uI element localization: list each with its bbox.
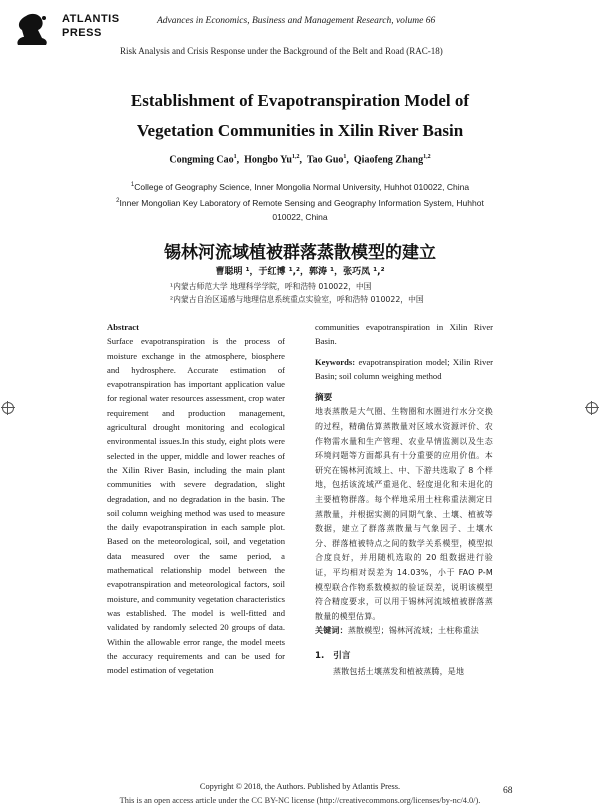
affiliation-text: College of Geography Science, Inner Mongolia Normal University, Huhhot 010022, China bbox=[134, 181, 470, 192]
author-name: Hongbo Yu bbox=[244, 154, 292, 166]
section-heading-intro bbox=[315, 649, 493, 663]
abstract-column bbox=[107, 320, 285, 677]
footer-license: This is an open access article under the CC BY-NC license (http://creativecommons.org/licenses/by-nc/4.0/). bbox=[119, 796, 481, 805]
section-number: 1. bbox=[315, 650, 325, 661]
keywords-text: evapotranspiration model; Xilin River Basin; soil column weighing method bbox=[315, 356, 493, 381]
footer-copyright: Copyright © 2018, the Authors. Published by Atlantis Press. bbox=[199, 782, 401, 791]
abstract-continued: communities evapotranspiration in Xilin River Basin. bbox=[315, 322, 493, 347]
keywords-label: Keywords: bbox=[315, 356, 356, 367]
zh-affiliation-2: ²内蒙古自治区遥感与地理信息系统重点实验室，呼和浩特 010022，中国 bbox=[170, 295, 424, 304]
author-sup: 1,2 bbox=[291, 154, 300, 160]
affiliation-1 bbox=[100, 178, 500, 194]
zh-keywords bbox=[315, 624, 493, 639]
author-sup: 1 bbox=[343, 154, 347, 160]
author-sup: 1,2 bbox=[423, 154, 431, 160]
keywords bbox=[315, 355, 493, 384]
author-name: Tao Guo bbox=[306, 154, 344, 166]
abstract-text: Surface evapotranspiration is the process of moisture exchange in the atmosphere, biosphere and hydrosphere. Accurate estimation of evapotranspiration has important application value for regional water resources assessment, crop water requirement and production management, agricultural drought monitoring and ecological environmental issues.In this study, eight plots were selected in the upper, middle and lower reaches of the Xilin River Basin, including the main plant communities with severe degradation, slight degradation, and no degradation in the basin. The soil column weighing method was used to measure the daily evapotranspiration in each sample plot. Based on the meteorological, soil, and vegetation data measured over the same period, a mathematical relationship model between the evapotranspiration and meteorological factors, soil moisture, and community vegetation characteristics was established. The model is well-fitted and validated by randomly selected 20 groups of data. Within the allowable error range, the model meets the accuracy requirements and can be used for model estimation of vegetation bbox=[107, 336, 285, 676]
page-number: 68 bbox=[503, 786, 513, 796]
publisher-name: ATLANTIS PRESS bbox=[62, 13, 120, 39]
registration-mark-right bbox=[586, 402, 598, 414]
affiliation-2 bbox=[100, 194, 500, 224]
zh-keywords-label: 关键词： bbox=[315, 626, 348, 636]
zh-keywords-text: 蒸散模型；锡林河流域；土柱称重法 bbox=[347, 626, 480, 636]
publisher-logo bbox=[8, 10, 126, 50]
thinker-icon bbox=[8, 10, 58, 50]
journal-name: Advances in Economics, Business and Management Research, volume 66 bbox=[157, 16, 436, 26]
zh-author-list: 曹聪明 ¹，于红博 ¹,²，郭涛 ¹，张巧凤 ¹,² bbox=[215, 267, 385, 277]
author-name: Qiaofeng Zhang bbox=[353, 154, 424, 166]
author-sup: 1 bbox=[233, 154, 237, 160]
author-list: Congming Cao$^1$, Hongbo Yu$^{1,2}$, Tao Guo$^1$, Qiaofeng Zhang$^{1,2}$ bbox=[169, 154, 431, 166]
registration-mark-left bbox=[2, 402, 14, 414]
author-name: Congming Cao bbox=[169, 154, 234, 166]
affiliation-sup: 1 bbox=[130, 182, 135, 188]
affiliation-sup: 2 bbox=[116, 197, 120, 204]
zh-abstract-text: 地表蒸散是大气圈、生物圈和水圈进行水分交换的过程，精确估算蒸散量对区域水资源评价、农作物需水量和生产管理、农业旱情监测以及生态环境问题等方面都具有十分重要的应用价值。本研究在锡林河流域上、中、下游共选取了 8 个样地，包括该流域严重退化、轻度退化和未退化的主要植物群落。每个样地采用土柱称重法测定日蒸散量，并根据实测的同期气象、土壤、植被等数据，建立了群落蒸散量与气象因子、土壤水分、群落植被特点之间的数学关系模型，模型拟合度良好，并用随机选取的 20 组数据进行验证，平均相对误差为 14.03%，小于 FAO P-M 模型联合作物系数模拟的验证误差，说明该模型符合精度要求，可以用于锡林河流域植被群落蒸散量的模型估算。 bbox=[315, 407, 493, 621]
zh-affiliation-1: ¹内蒙古师范大学 地理科学学院，呼和浩特 010022，中国 bbox=[170, 282, 372, 291]
right-column bbox=[315, 320, 493, 680]
section-title: 引言 bbox=[333, 650, 351, 661]
proceedings-name: Risk Analysis and Crisis Response under the Background of the Belt and Road (RAC-18) bbox=[120, 46, 443, 56]
abstract-heading: Abstract bbox=[107, 322, 139, 332]
intro-first-line: 蒸散包括土壤蒸发和植被蒸腾，是地 bbox=[333, 667, 465, 677]
paper-title-line1: Establishment of Evapotranspiration Model of bbox=[130, 91, 470, 110]
zh-paper-title: 锡林河流域植被群落蒸散模型的建立 bbox=[164, 243, 436, 263]
zh-abstract-heading: 摘要 bbox=[315, 393, 333, 404]
affiliation-text: Inner Mongolian Key Laboratory of Remote Sensing and Geography Information System, Huhhot 010022, China bbox=[119, 197, 484, 222]
paper-title-line2: Vegetation Communities in Xilin River Basin bbox=[136, 121, 464, 140]
affiliation-list bbox=[100, 178, 500, 224]
